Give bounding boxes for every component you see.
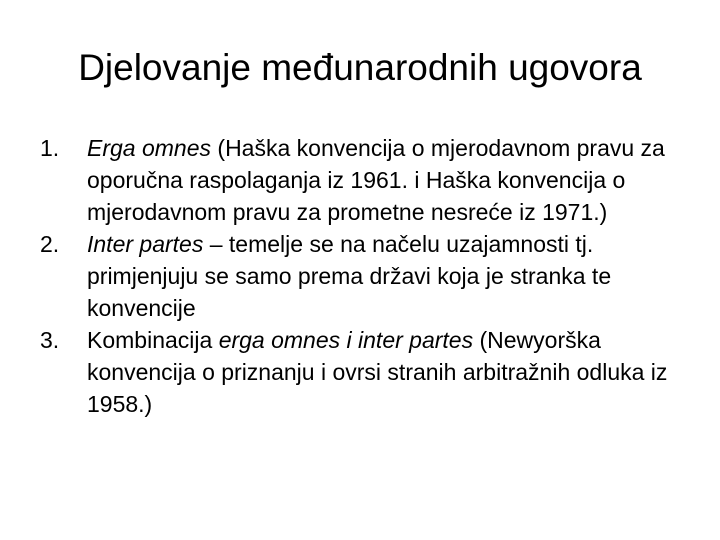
list-item-lead: Kombinacija [87,327,219,353]
list-item [40,324,680,420]
list-item-text: (Newyorška konvencija o priznanju i ovrsi stranih arbitražnih odluka iz 1958.) [87,327,668,417]
numbered-list [40,132,680,420]
list-item-text: – temelje se na načelu uzajamnosti tj. primjenjuju se samo prema državi koja je stranka te konvencije [87,231,612,321]
list-item [40,228,680,324]
list-item-number: 3. [40,327,60,353]
list-item-text: (Haška konvencija o mjerodavnom pravu za oporučna raspolaganja iz 1961. i Haška konvencija o mjerodavnom pravu za prometne nesreće iz 1971.) [87,135,665,225]
list-item-emphasis: Erga omnes [87,135,212,161]
list-item-number: 2. [40,231,60,257]
list-item-number: 1. [40,135,60,161]
list-item [40,132,680,228]
list-item-emphasis: erga omnes i inter partes [218,327,474,353]
slide-title: Djelovanje međunarodnih ugovora [78,47,642,88]
list-item-emphasis: Inter partes [87,231,204,257]
